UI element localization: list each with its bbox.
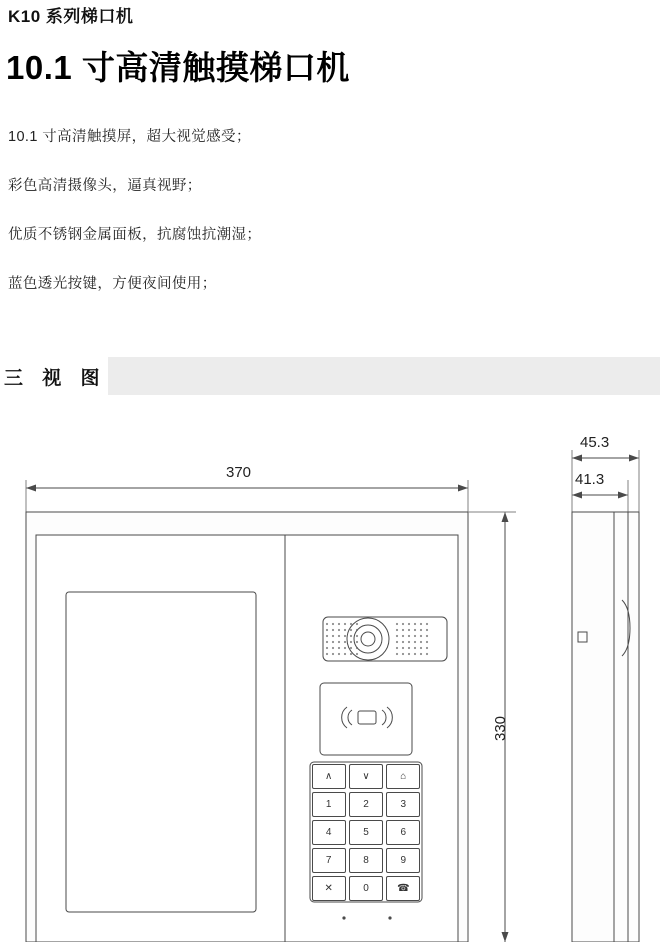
page-title: 10.1 寸高清触摸梯口机 (6, 49, 350, 86)
dim-label-front-height: 330 (492, 715, 510, 742)
feature-item: 10.1 寸高清触摸屏，超大视觉感受； (8, 129, 251, 145)
keypad-key[interactable]: 7 (312, 848, 346, 873)
keypad-key[interactable]: ✕ (312, 876, 346, 901)
camera-lens-core (361, 632, 375, 646)
dim-label-side-inner: 41.3 (575, 471, 605, 488)
speaker-grille-icon (394, 620, 432, 658)
side-notch (578, 632, 587, 642)
feature-item: 蓝色透光按键，方便夜间使用； (8, 276, 217, 292)
feature-item: 优质不锈钢金属面板，抗腐蚀抗潮湿； (8, 227, 262, 243)
dim-arrow (572, 492, 582, 499)
keypad-key[interactable]: 6 (386, 820, 420, 845)
keypad-key[interactable]: 1 (312, 792, 346, 817)
dim-arrow (629, 455, 639, 462)
keypad-key[interactable]: 9 (386, 848, 420, 873)
speaker-grille-icon (324, 620, 362, 658)
keypad-key[interactable]: 0 (349, 876, 383, 901)
keypad-key[interactable]: 3 (386, 792, 420, 817)
dim-arrow (572, 455, 582, 462)
dim-label-side-outer: 45.3 (580, 434, 610, 451)
lcd-screen (66, 592, 256, 912)
card-reader-area (320, 683, 412, 755)
keypad[interactable] (310, 762, 422, 902)
keypad-key[interactable]: ⌂ (386, 764, 420, 789)
indicator-dot (388, 916, 391, 919)
dim-arrow (458, 485, 468, 492)
feature-item: 彩色高清摄像头，逼真视野； (8, 178, 202, 194)
dim-arrow (618, 492, 628, 499)
keypad-key[interactable]: ∧ (312, 764, 346, 789)
keypad-key[interactable]: ☎ (386, 876, 420, 901)
dim-arrow (502, 512, 509, 522)
indicator-dot (342, 916, 345, 919)
keypad-key[interactable]: 4 (312, 820, 346, 845)
keypad-key[interactable]: ∨ (349, 764, 383, 789)
series-title: K10 系列梯口机 (8, 7, 134, 26)
section-heading: 三 视 图 (0, 357, 108, 395)
keypad-key[interactable]: 8 (349, 848, 383, 873)
dim-label-front-width: 370 (226, 464, 252, 481)
dim-arrow (26, 485, 36, 492)
keypad-key[interactable]: 2 (349, 792, 383, 817)
keypad-key[interactable]: 5 (349, 820, 383, 845)
side-outer-body (572, 512, 639, 942)
three-view-drawing (0, 420, 660, 942)
dim-arrow (502, 932, 509, 942)
